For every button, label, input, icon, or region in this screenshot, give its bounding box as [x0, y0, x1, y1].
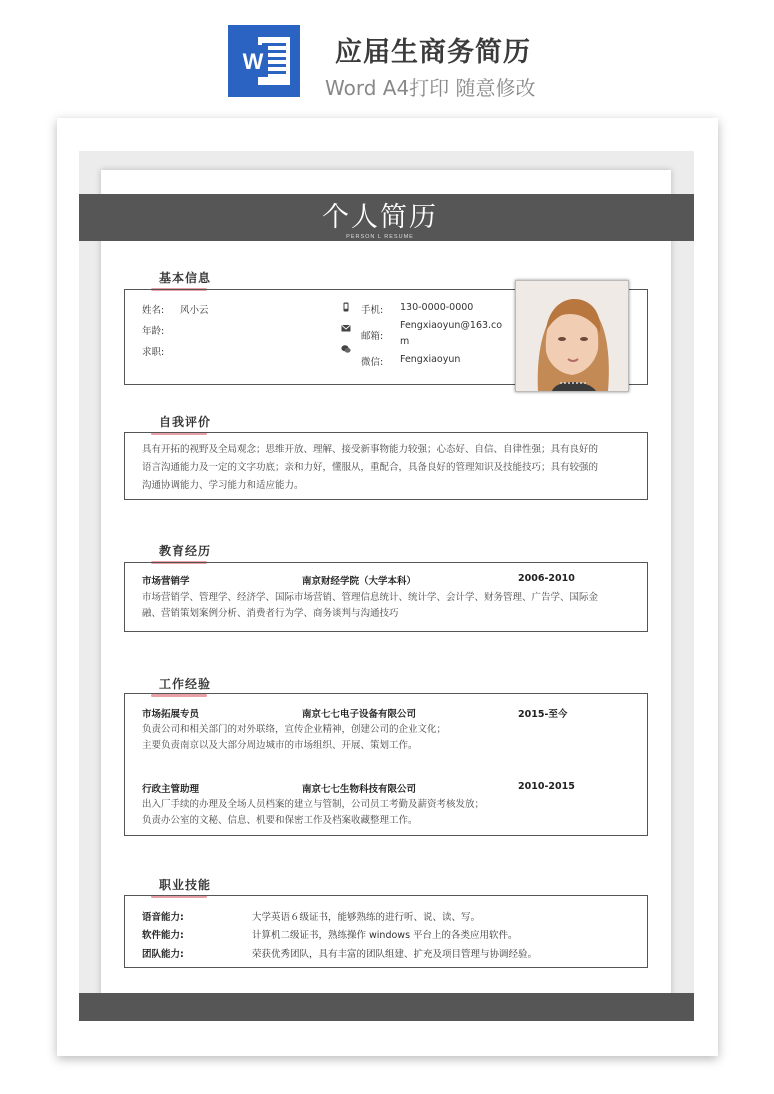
- wechat-label: 微信:: [361, 357, 384, 368]
- job-line: 负责公司和相关部门的对外联络，宣传企业精神，创建公司的企业文化；: [142, 724, 447, 735]
- job-position: 市场拓展专员: [142, 709, 200, 720]
- section-title: 基本信息: [159, 271, 212, 285]
- resume-bottom-band: [79, 993, 694, 1021]
- wechat-value: Fengxiaoyun: [400, 354, 461, 365]
- education-major: 市场营销学: [142, 576, 190, 587]
- email-value-line1: Fengxiaoyun@163.co: [400, 320, 503, 331]
- section-title: 职业技能: [159, 878, 212, 892]
- page-title: 应届生商务简历: [335, 37, 531, 68]
- education-school: 南京财经学院（大学本科）: [302, 576, 417, 587]
- profile-photo: [515, 280, 629, 392]
- resume-logo: [300, 198, 460, 240]
- skill-label: 软件能力:: [142, 930, 184, 941]
- name-label: 姓名:: [142, 305, 165, 316]
- self-eval-line: 具有开拓的视野及全局观念；思维开放、理解、接受新事物能力较强；心态好、自信、自律性强；具有良好的: [142, 444, 599, 455]
- job-position: 行政主管助理: [142, 784, 200, 795]
- job-line: 主要负责南京以及大部分周边城市的市场组织、开展、策划工作。: [142, 740, 418, 751]
- job-company: 南京七七生物科技有限公司: [302, 784, 417, 795]
- age-label: 年龄:: [142, 326, 165, 337]
- phone-icon: [341, 302, 351, 312]
- skill-value: 计算机二级证书，熟练操作 windows 平台上的各类应用软件。: [252, 930, 518, 941]
- section-title: 教育经历: [159, 544, 212, 558]
- self-eval-line: 沟通协调能力、学习能力和适应能力。: [142, 480, 304, 491]
- resume-logo-text: 个人简历: [322, 202, 438, 233]
- job-period: 2015-至今: [518, 709, 568, 720]
- wechat-icon: [341, 344, 351, 354]
- skill-label: 团队能力:: [142, 949, 184, 960]
- email-value-line2: m: [400, 336, 410, 347]
- resume-logo-subtext: PERSON L RESUME: [346, 234, 414, 240]
- section-title: 自我评价: [159, 415, 212, 429]
- mail-icon: [341, 323, 351, 333]
- name-value: 风小云: [180, 305, 209, 316]
- skill-value: 大学英语６级证书，能够熟练的进行听、说、读、写。: [252, 912, 481, 923]
- section-title: 工作经验: [159, 677, 212, 691]
- job-company: 南京七七电子设备有限公司: [302, 709, 417, 720]
- skill-value: 荣获优秀团队，具有丰富的团队组建、扩充及项目管理与协调经验。: [252, 949, 538, 960]
- word-icon: [228, 25, 300, 97]
- job-line: 出入厂手续的办理及全场人员档案的建立与管制，公司员工考勤及薪资考核发放；: [142, 799, 485, 810]
- phone-label: 手机:: [361, 305, 384, 316]
- section-education: [159, 542, 211, 564]
- education-period: 2006-2010: [518, 573, 575, 584]
- job-line: 负责办公室的文秘、信息、机要和保密工作及档案收藏整理工作。: [142, 815, 418, 826]
- education-line: 市场营销学、管理学、经济学、国际市场营销、管理信息统计、统计学、会计学、财务管理、广告学、国际金: [142, 592, 599, 603]
- page-subtitle: Word A4打印 随意修改: [325, 76, 536, 100]
- skill-label: 语音能力:: [142, 912, 184, 923]
- job-period: 2010-2015: [518, 781, 575, 792]
- section-basic-info: [159, 269, 211, 291]
- phone-value: 130-0000-0000: [400, 302, 474, 313]
- self-eval-line: 语言沟通能力及一定的文字功底；亲和力好，懂服从，重配合，具备良好的管理知识及技能技巧；具有较强的: [142, 462, 599, 473]
- education-line: 融、营销策划案例分析、消费者行为学、商务谈判与沟通技巧: [142, 608, 399, 619]
- email-label: 邮箱:: [361, 331, 384, 342]
- word-icon-letter: W: [242, 49, 264, 74]
- job-label: 求职:: [142, 347, 165, 358]
